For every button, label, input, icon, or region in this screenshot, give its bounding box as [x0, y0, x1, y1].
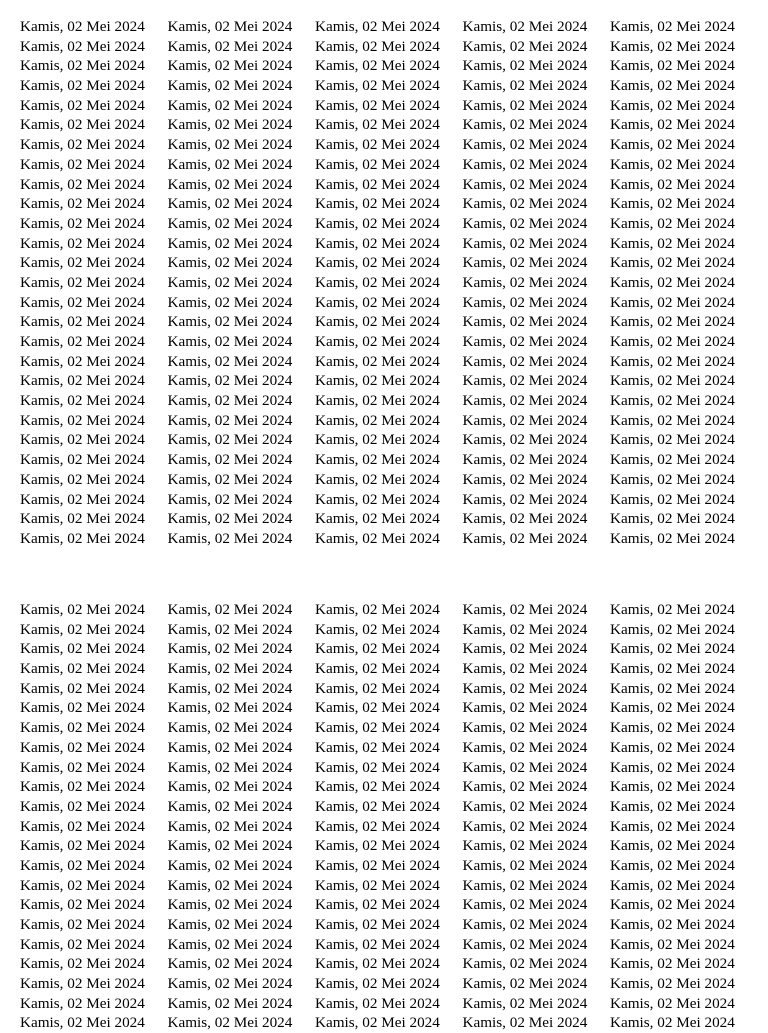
date-cell: Kamis, 02 Mei 2024: [20, 273, 145, 291]
date-cell: Kamis, 02 Mei 2024: [167, 679, 293, 697]
date-cell: Kamis, 02 Mei 2024: [462, 679, 588, 697]
date-cell: Kamis, 02 Mei 2024: [610, 411, 735, 429]
date-cell: Kamis, 02 Mei 2024: [462, 155, 588, 173]
date-cell: Kamis, 02 Mei 2024: [315, 1014, 440, 1032]
date-cell: Kamis, 02 Mei 2024: [462, 856, 588, 874]
date-cell: Kamis, 02 Mei 2024: [20, 529, 145, 547]
date-cell: Kamis, 02 Mei 2024: [20, 77, 145, 95]
date-cell: Kamis, 02 Mei 2024: [315, 431, 440, 449]
date-cell: Kamis, 02 Mei 2024: [167, 431, 293, 449]
date-cell: Kamis, 02 Mei 2024: [315, 856, 440, 874]
date-cell: Kamis, 02 Mei 2024: [610, 116, 735, 134]
date-cell: Kamis, 02 Mei 2024: [315, 392, 440, 410]
date-cell: Kamis, 02 Mei 2024: [462, 411, 588, 429]
date-cell: Kamis, 02 Mei 2024: [315, 679, 440, 697]
date-cell: Kamis, 02 Mei 2024: [610, 719, 735, 737]
date-cell: Kamis, 02 Mei 2024: [610, 333, 735, 350]
date-cell: Kamis, 02 Mei 2024: [462, 234, 588, 252]
date-cell: Kamis, 02 Mei 2024: [610, 175, 735, 193]
date-cell: Kamis, 02 Mei 2024: [462, 640, 588, 658]
date-cell: Kamis, 02 Mei 2024: [315, 96, 440, 114]
date-cell: Kamis, 02 Mei 2024: [462, 392, 588, 410]
date-cell: Kamis, 02 Mei 2024: [167, 640, 293, 658]
date-cell: Kamis, 02 Mei 2024: [315, 699, 440, 717]
date-cell: Kamis, 02 Mei 2024: [315, 778, 440, 796]
date-cell: Kamis, 02 Mei 2024: [610, 601, 735, 618]
date-cell: Kamis, 02 Mei 2024: [610, 470, 735, 488]
date-cell: Kamis, 02 Mei 2024: [462, 935, 588, 953]
date-cell: Kamis, 02 Mei 2024: [462, 797, 588, 815]
date-cell: Kamis, 02 Mei 2024: [167, 392, 293, 410]
date-cell: Kamis, 02 Mei 2024: [167, 601, 293, 618]
date-cell: Kamis, 02 Mei 2024: [610, 679, 735, 697]
date-cell: Kamis, 02 Mei 2024: [462, 896, 588, 914]
date-cell: Kamis, 02 Mei 2024: [20, 372, 145, 390]
date-cell: Kamis, 02 Mei 2024: [462, 195, 588, 213]
date-cell: Kamis, 02 Mei 2024: [610, 797, 735, 815]
date-cell: Kamis, 02 Mei 2024: [315, 234, 440, 252]
date-cell: Kamis, 02 Mei 2024: [20, 640, 145, 658]
date-cell: Kamis, 02 Mei 2024: [462, 817, 588, 835]
date-cell: Kamis, 02 Mei 2024: [462, 529, 588, 547]
date-cell: Kamis, 02 Mei 2024: [315, 273, 440, 291]
date-cell: Kamis, 02 Mei 2024: [462, 876, 588, 894]
date-cell: Kamis, 02 Mei 2024: [315, 155, 440, 173]
date-cell: Kamis, 02 Mei 2024: [462, 37, 588, 55]
date-cell: Kamis, 02 Mei 2024: [462, 431, 588, 449]
date-cell: Kamis, 02 Mei 2024: [167, 96, 293, 114]
date-cell: Kamis, 02 Mei 2024: [610, 77, 735, 95]
date-cell: Kamis, 02 Mei 2024: [462, 758, 588, 776]
date-cell: Kamis, 02 Mei 2024: [315, 640, 440, 658]
date-cell: Kamis, 02 Mei 2024: [610, 896, 735, 914]
date-cell: Kamis, 02 Mei 2024: [20, 490, 145, 508]
date-cell: Kamis, 02 Mei 2024: [610, 352, 735, 370]
date-cell: Kamis, 02 Mei 2024: [462, 699, 588, 717]
date-cell: Kamis, 02 Mei 2024: [167, 273, 293, 291]
date-cell: Kamis, 02 Mei 2024: [315, 738, 440, 756]
date-cell: Kamis, 02 Mei 2024: [315, 837, 440, 855]
date-cell: Kamis, 02 Mei 2024: [462, 837, 588, 855]
date-cell: Kamis, 02 Mei 2024: [20, 333, 145, 350]
date-cell: Kamis, 02 Mei 2024: [20, 214, 145, 232]
date-cell: Kamis, 02 Mei 2024: [610, 916, 735, 933]
date-grid-block-2: [20, 600, 758, 1033]
date-cell: Kamis, 02 Mei 2024: [167, 1014, 293, 1032]
date-cell: Kamis, 02 Mei 2024: [20, 175, 145, 193]
date-cell: Kamis, 02 Mei 2024: [20, 392, 145, 410]
date-cell: Kamis, 02 Mei 2024: [20, 896, 145, 914]
date-cell: Kamis, 02 Mei 2024: [167, 77, 293, 95]
date-cell: Kamis, 02 Mei 2024: [610, 293, 735, 311]
date-cell: Kamis, 02 Mei 2024: [167, 758, 293, 776]
date-cell: Kamis, 02 Mei 2024: [20, 411, 145, 429]
date-cell: Kamis, 02 Mei 2024: [462, 620, 588, 638]
date-cell: Kamis, 02 Mei 2024: [315, 975, 440, 993]
date-cell: Kamis, 02 Mei 2024: [462, 510, 588, 528]
date-cell: Kamis, 02 Mei 2024: [462, 975, 588, 993]
date-cell: Kamis, 02 Mei 2024: [610, 57, 735, 75]
date-cell: Kamis, 02 Mei 2024: [20, 975, 145, 993]
date-cell: Kamis, 02 Mei 2024: [315, 470, 440, 488]
date-cell: Kamis, 02 Mei 2024: [315, 896, 440, 914]
date-cell: Kamis, 02 Mei 2024: [315, 529, 440, 547]
date-cell: Kamis, 02 Mei 2024: [20, 797, 145, 815]
date-cell: Kamis, 02 Mei 2024: [167, 313, 293, 331]
date-cell: Kamis, 02 Mei 2024: [20, 234, 145, 252]
date-cell: Kamis, 02 Mei 2024: [610, 856, 735, 874]
date-cell: Kamis, 02 Mei 2024: [167, 719, 293, 737]
date-cell: Kamis, 02 Mei 2024: [315, 37, 440, 55]
date-cell: Kamis, 02 Mei 2024: [167, 470, 293, 488]
date-cell: Kamis, 02 Mei 2024: [167, 490, 293, 508]
date-cell: Kamis, 02 Mei 2024: [315, 490, 440, 508]
date-cell: Kamis, 02 Mei 2024: [315, 293, 440, 311]
date-cell: Kamis, 02 Mei 2024: [315, 955, 440, 973]
date-cell: Kamis, 02 Mei 2024: [315, 136, 440, 154]
date-cell: Kamis, 02 Mei 2024: [20, 679, 145, 697]
date-cell: Kamis, 02 Mei 2024: [20, 601, 145, 618]
date-cell: Kamis, 02 Mei 2024: [20, 451, 145, 469]
date-cell: Kamis, 02 Mei 2024: [167, 699, 293, 717]
date-cell: Kamis, 02 Mei 2024: [20, 352, 145, 370]
date-cell: Kamis, 02 Mei 2024: [167, 18, 293, 35]
date-cell: Kamis, 02 Mei 2024: [462, 490, 588, 508]
date-cell: Kamis, 02 Mei 2024: [610, 837, 735, 855]
date-cell: Kamis, 02 Mei 2024: [315, 333, 440, 350]
date-cell: Kamis, 02 Mei 2024: [20, 955, 145, 973]
date-cell: Kamis, 02 Mei 2024: [462, 293, 588, 311]
date-cell: Kamis, 02 Mei 2024: [315, 719, 440, 737]
date-cell: Kamis, 02 Mei 2024: [167, 136, 293, 154]
date-cell: Kamis, 02 Mei 2024: [462, 601, 588, 618]
date-cell: Kamis, 02 Mei 2024: [167, 778, 293, 796]
date-cell: Kamis, 02 Mei 2024: [20, 57, 145, 75]
date-cell: Kamis, 02 Mei 2024: [610, 975, 735, 993]
date-cell: Kamis, 02 Mei 2024: [610, 234, 735, 252]
date-cell: Kamis, 02 Mei 2024: [315, 660, 440, 678]
date-cell: Kamis, 02 Mei 2024: [20, 778, 145, 796]
date-cell: Kamis, 02 Mei 2024: [167, 293, 293, 311]
date-cell: Kamis, 02 Mei 2024: [315, 817, 440, 835]
date-cell: Kamis, 02 Mei 2024: [167, 896, 293, 914]
date-cell: Kamis, 02 Mei 2024: [315, 601, 440, 618]
date-cell: Kamis, 02 Mei 2024: [167, 37, 293, 55]
date-cell: Kamis, 02 Mei 2024: [462, 136, 588, 154]
date-cell: Kamis, 02 Mei 2024: [610, 620, 735, 638]
date-cell: Kamis, 02 Mei 2024: [610, 876, 735, 894]
date-cell: Kamis, 02 Mei 2024: [462, 916, 588, 933]
date-cell: Kamis, 02 Mei 2024: [20, 37, 145, 55]
date-cell: Kamis, 02 Mei 2024: [315, 18, 440, 35]
date-cell: Kamis, 02 Mei 2024: [315, 57, 440, 75]
date-cell: Kamis, 02 Mei 2024: [462, 994, 588, 1012]
date-cell: Kamis, 02 Mei 2024: [167, 155, 293, 173]
date-cell: Kamis, 02 Mei 2024: [315, 994, 440, 1012]
date-cell: Kamis, 02 Mei 2024: [462, 116, 588, 134]
date-cell: Kamis, 02 Mei 2024: [462, 352, 588, 370]
date-cell: Kamis, 02 Mei 2024: [167, 372, 293, 390]
date-cell: Kamis, 02 Mei 2024: [20, 1014, 145, 1032]
date-cell: Kamis, 02 Mei 2024: [20, 660, 145, 678]
date-cell: Kamis, 02 Mei 2024: [610, 96, 735, 114]
date-cell: Kamis, 02 Mei 2024: [20, 738, 145, 756]
date-cell: Kamis, 02 Mei 2024: [20, 758, 145, 776]
date-cell: Kamis, 02 Mei 2024: [462, 955, 588, 973]
date-cell: Kamis, 02 Mei 2024: [167, 797, 293, 815]
date-cell: Kamis, 02 Mei 2024: [462, 333, 588, 350]
date-cell: Kamis, 02 Mei 2024: [20, 18, 145, 35]
date-cell: Kamis, 02 Mei 2024: [315, 620, 440, 638]
date-cell: Kamis, 02 Mei 2024: [20, 155, 145, 173]
date-cell: Kamis, 02 Mei 2024: [462, 175, 588, 193]
date-cell: Kamis, 02 Mei 2024: [167, 195, 293, 213]
date-cell: Kamis, 02 Mei 2024: [20, 136, 145, 154]
date-cell: Kamis, 02 Mei 2024: [167, 214, 293, 232]
date-cell: Kamis, 02 Mei 2024: [20, 837, 145, 855]
date-grid-block-1: [20, 17, 758, 549]
date-cell: Kamis, 02 Mei 2024: [20, 470, 145, 488]
date-cell: Kamis, 02 Mei 2024: [610, 490, 735, 508]
date-cell: Kamis, 02 Mei 2024: [315, 254, 440, 272]
date-cell: Kamis, 02 Mei 2024: [462, 313, 588, 331]
date-cell: Kamis, 02 Mei 2024: [462, 470, 588, 488]
date-cell: Kamis, 02 Mei 2024: [462, 57, 588, 75]
date-cell: Kamis, 02 Mei 2024: [610, 431, 735, 449]
date-cell: Kamis, 02 Mei 2024: [20, 293, 145, 311]
date-cell: Kamis, 02 Mei 2024: [462, 372, 588, 390]
date-cell: Kamis, 02 Mei 2024: [610, 640, 735, 658]
date-cell: Kamis, 02 Mei 2024: [315, 372, 440, 390]
date-cell: Kamis, 02 Mei 2024: [315, 175, 440, 193]
date-cell: Kamis, 02 Mei 2024: [315, 352, 440, 370]
date-cell: Kamis, 02 Mei 2024: [315, 510, 440, 528]
date-cell: Kamis, 02 Mei 2024: [610, 817, 735, 835]
date-cell: Kamis, 02 Mei 2024: [610, 699, 735, 717]
date-cell: Kamis, 02 Mei 2024: [462, 719, 588, 737]
date-cell: Kamis, 02 Mei 2024: [167, 529, 293, 547]
date-cell: Kamis, 02 Mei 2024: [315, 797, 440, 815]
date-cell: Kamis, 02 Mei 2024: [167, 352, 293, 370]
date-cell: Kamis, 02 Mei 2024: [20, 719, 145, 737]
date-cell: Kamis, 02 Mei 2024: [167, 254, 293, 272]
date-cell: Kamis, 02 Mei 2024: [20, 699, 145, 717]
date-cell: Kamis, 02 Mei 2024: [610, 994, 735, 1012]
date-cell: Kamis, 02 Mei 2024: [167, 116, 293, 134]
date-cell: Kamis, 02 Mei 2024: [167, 837, 293, 855]
date-cell: Kamis, 02 Mei 2024: [610, 935, 735, 953]
date-cell: Kamis, 02 Mei 2024: [315, 313, 440, 331]
date-cell: Kamis, 02 Mei 2024: [167, 955, 293, 973]
date-cell: Kamis, 02 Mei 2024: [462, 1014, 588, 1032]
date-cell: Kamis, 02 Mei 2024: [20, 96, 145, 114]
date-cell: Kamis, 02 Mei 2024: [462, 273, 588, 291]
date-cell: Kamis, 02 Mei 2024: [610, 155, 735, 173]
date-cell: Kamis, 02 Mei 2024: [610, 451, 735, 469]
date-cell: Kamis, 02 Mei 2024: [20, 876, 145, 894]
date-cell: Kamis, 02 Mei 2024: [167, 620, 293, 638]
date-cell: Kamis, 02 Mei 2024: [610, 758, 735, 776]
date-cell: Kamis, 02 Mei 2024: [167, 660, 293, 678]
date-cell: Kamis, 02 Mei 2024: [610, 510, 735, 528]
date-cell: Kamis, 02 Mei 2024: [610, 778, 735, 796]
date-cell: Kamis, 02 Mei 2024: [20, 254, 145, 272]
date-cell: Kamis, 02 Mei 2024: [462, 77, 588, 95]
date-cell: Kamis, 02 Mei 2024: [610, 955, 735, 973]
date-cell: Kamis, 02 Mei 2024: [167, 411, 293, 429]
date-cell: Kamis, 02 Mei 2024: [167, 856, 293, 874]
date-cell: Kamis, 02 Mei 2024: [462, 738, 588, 756]
date-cell: Kamis, 02 Mei 2024: [610, 372, 735, 390]
date-cell: Kamis, 02 Mei 2024: [610, 273, 735, 291]
date-cell: Kamis, 02 Mei 2024: [462, 451, 588, 469]
date-cell: Kamis, 02 Mei 2024: [462, 254, 588, 272]
date-cell: Kamis, 02 Mei 2024: [315, 451, 440, 469]
date-cell: Kamis, 02 Mei 2024: [315, 758, 440, 776]
date-cell: Kamis, 02 Mei 2024: [315, 935, 440, 953]
date-cell: Kamis, 02 Mei 2024: [20, 817, 145, 835]
date-cell: Kamis, 02 Mei 2024: [610, 195, 735, 213]
date-cell: Kamis, 02 Mei 2024: [20, 994, 145, 1012]
date-cell: Kamis, 02 Mei 2024: [20, 431, 145, 449]
date-cell: Kamis, 02 Mei 2024: [315, 916, 440, 933]
date-cell: Kamis, 02 Mei 2024: [610, 254, 735, 272]
date-cell: Kamis, 02 Mei 2024: [315, 876, 440, 894]
date-cell: Kamis, 02 Mei 2024: [610, 136, 735, 154]
date-cell: Kamis, 02 Mei 2024: [462, 96, 588, 114]
date-cell: Kamis, 02 Mei 2024: [167, 738, 293, 756]
date-cell: Kamis, 02 Mei 2024: [462, 660, 588, 678]
date-cell: Kamis, 02 Mei 2024: [610, 660, 735, 678]
date-cell: Kamis, 02 Mei 2024: [315, 77, 440, 95]
date-cell: Kamis, 02 Mei 2024: [462, 18, 588, 35]
date-cell: Kamis, 02 Mei 2024: [20, 116, 145, 134]
date-cell: Kamis, 02 Mei 2024: [315, 116, 440, 134]
date-cell: Kamis, 02 Mei 2024: [610, 214, 735, 232]
date-cell: Kamis, 02 Mei 2024: [610, 313, 735, 331]
date-cell: Kamis, 02 Mei 2024: [20, 856, 145, 874]
date-cell: Kamis, 02 Mei 2024: [610, 18, 735, 35]
date-cell: Kamis, 02 Mei 2024: [167, 975, 293, 993]
date-cell: Kamis, 02 Mei 2024: [20, 916, 145, 933]
date-cell: Kamis, 02 Mei 2024: [167, 817, 293, 835]
date-cell: Kamis, 02 Mei 2024: [610, 37, 735, 55]
date-cell: Kamis, 02 Mei 2024: [610, 1014, 735, 1032]
date-cell: Kamis, 02 Mei 2024: [20, 195, 145, 213]
date-cell: Kamis, 02 Mei 2024: [167, 510, 293, 528]
date-cell: Kamis, 02 Mei 2024: [167, 916, 293, 933]
date-cell: Kamis, 02 Mei 2024: [610, 529, 735, 547]
date-cell: Kamis, 02 Mei 2024: [315, 195, 440, 213]
date-cell: Kamis, 02 Mei 2024: [315, 411, 440, 429]
date-cell: Kamis, 02 Mei 2024: [167, 935, 293, 953]
date-cell: Kamis, 02 Mei 2024: [315, 214, 440, 232]
date-cell: Kamis, 02 Mei 2024: [462, 778, 588, 796]
date-cell: Kamis, 02 Mei 2024: [167, 451, 293, 469]
date-cell: Kamis, 02 Mei 2024: [167, 57, 293, 75]
date-cell: Kamis, 02 Mei 2024: [20, 313, 145, 331]
date-cell: Kamis, 02 Mei 2024: [167, 876, 293, 894]
date-cell: Kamis, 02 Mei 2024: [462, 214, 588, 232]
date-cell: Kamis, 02 Mei 2024: [167, 175, 293, 193]
date-cell: Kamis, 02 Mei 2024: [610, 738, 735, 756]
date-cell: Kamis, 02 Mei 2024: [610, 392, 735, 410]
date-cell: Kamis, 02 Mei 2024: [167, 333, 293, 350]
date-cell: Kamis, 02 Mei 2024: [20, 935, 145, 953]
date-cell: Kamis, 02 Mei 2024: [167, 234, 293, 252]
date-cell: Kamis, 02 Mei 2024: [20, 510, 145, 528]
date-cell: Kamis, 02 Mei 2024: [167, 994, 293, 1012]
date-cell: Kamis, 02 Mei 2024: [20, 620, 145, 638]
